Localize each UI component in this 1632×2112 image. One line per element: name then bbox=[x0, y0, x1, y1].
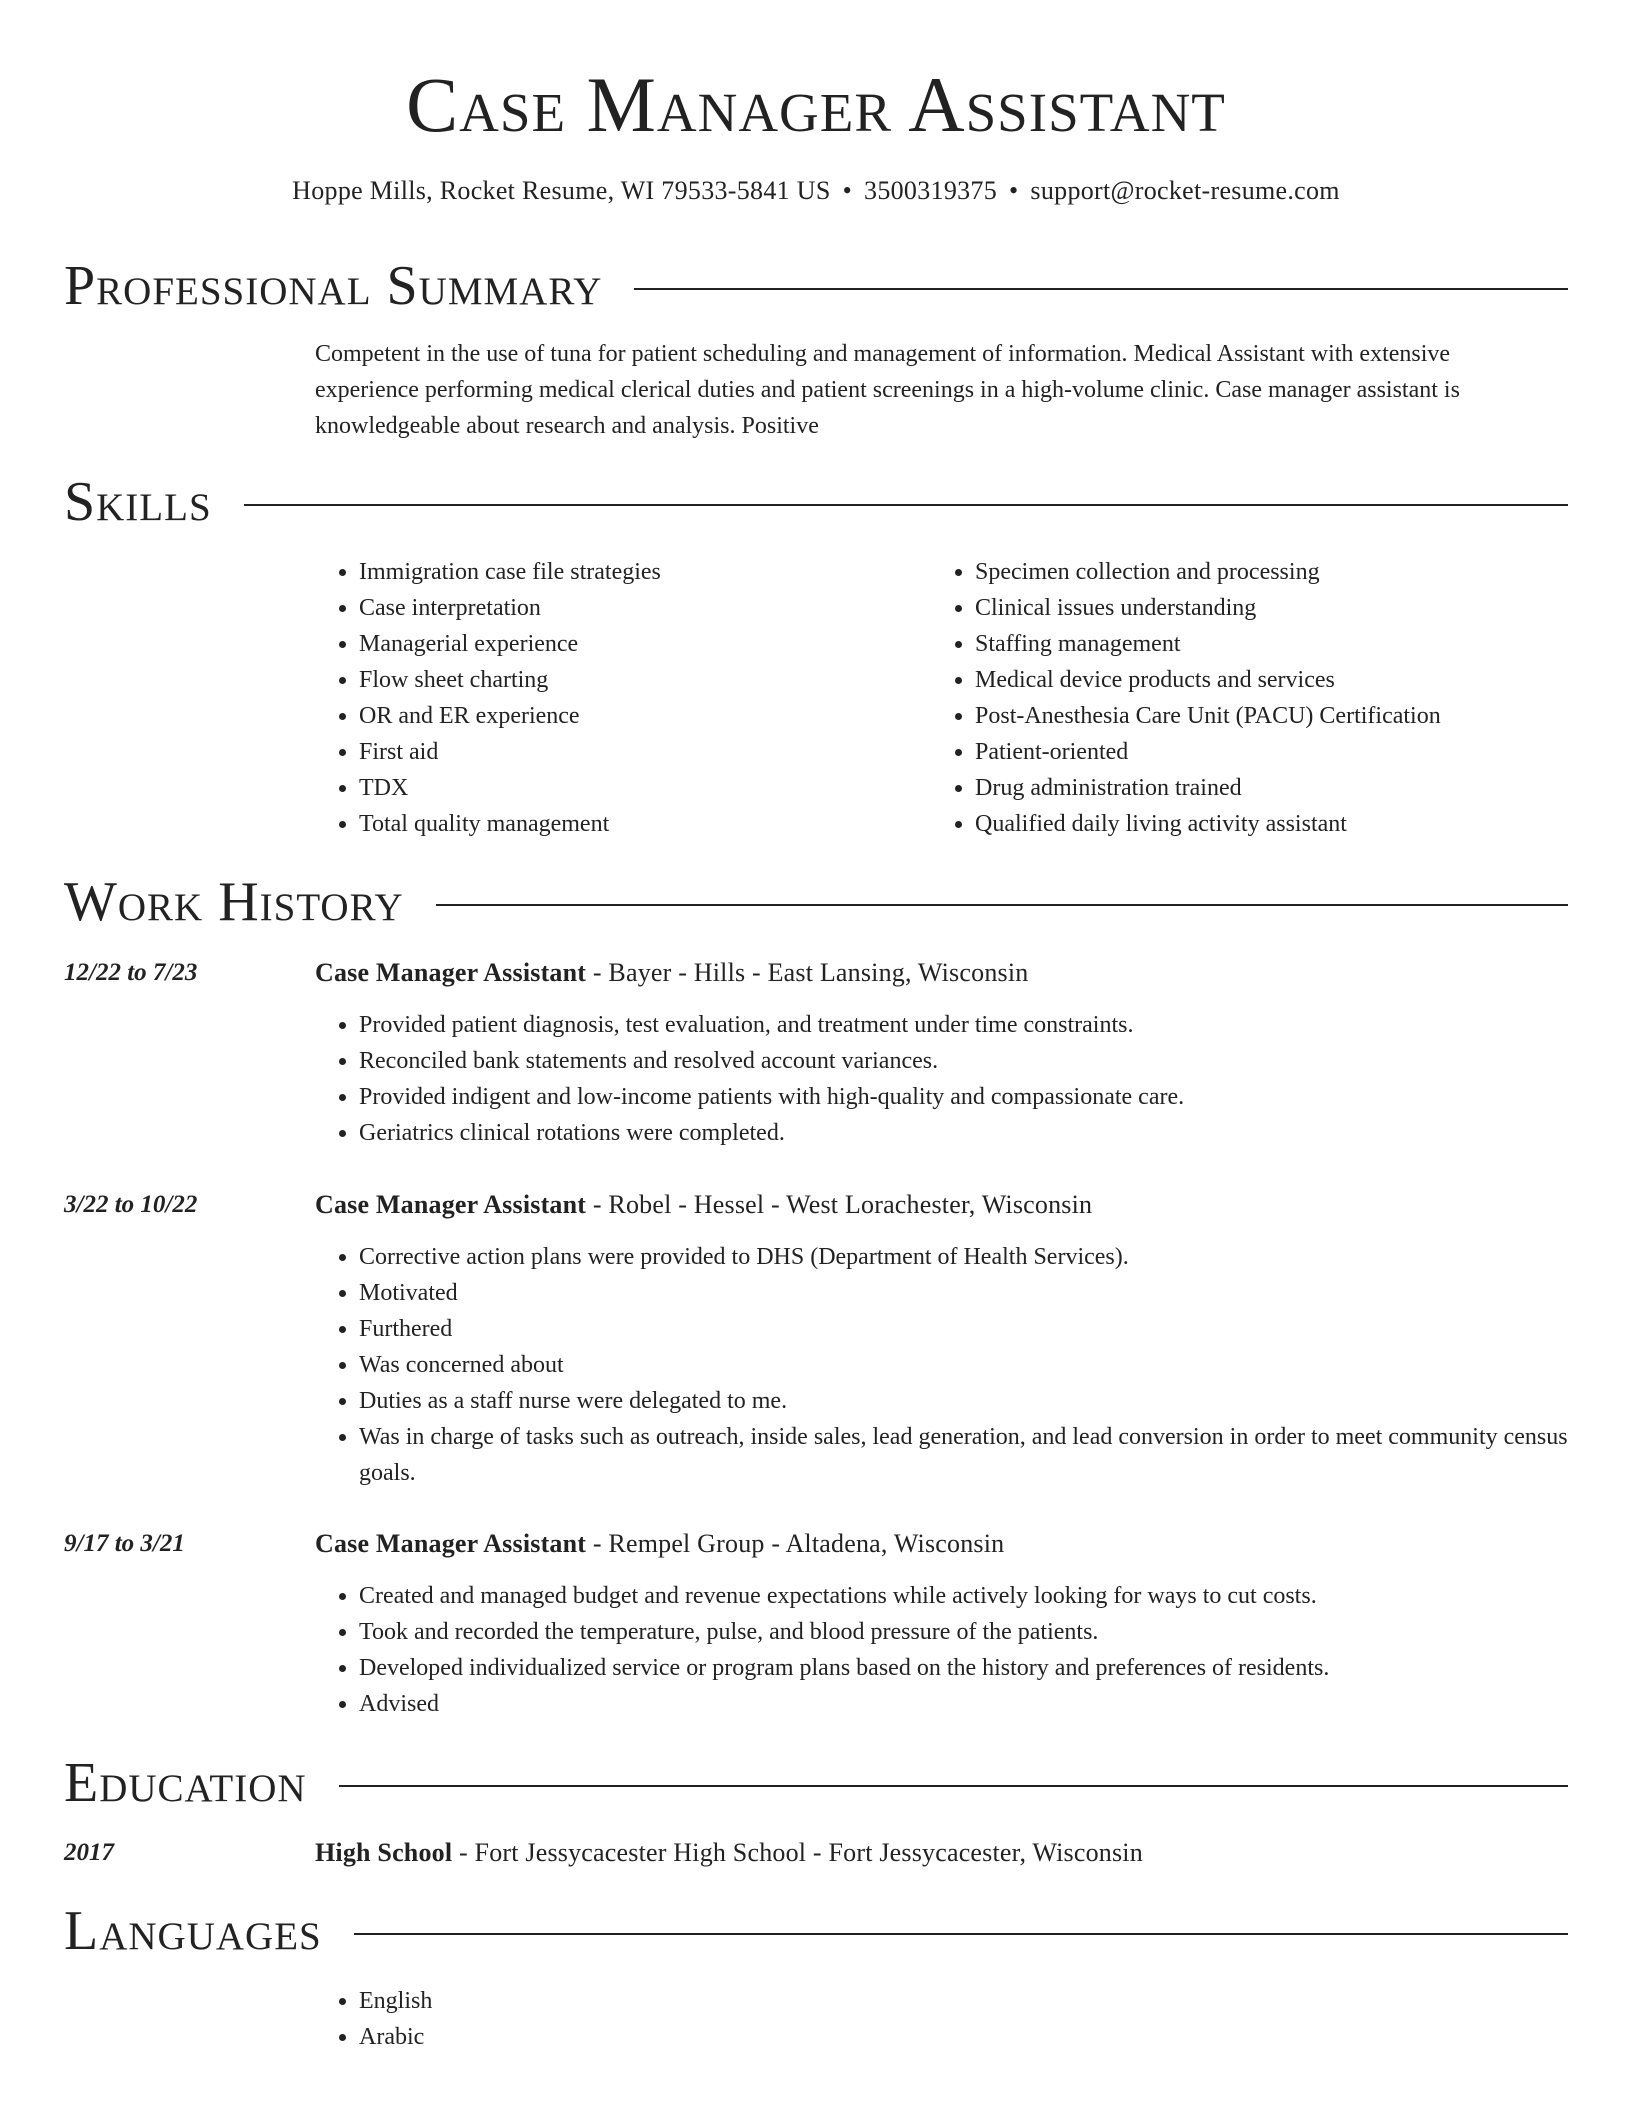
job-bullet: • Corrective action plans were provided to DHS (Department of Health Services). bbox=[359, 1239, 1612, 1275]
job-date: 12/22 to 7/23 bbox=[64, 959, 198, 986]
skills-column-left bbox=[315, 554, 915, 842]
job-bullet: • Was in charge of tasks such as outreach, inside sales, lead generation, and lead conversion in order to meet community census goals. bbox=[359, 1419, 1612, 1491]
job-bullet: • Provided patient diagnosis, test evaluation, and treatment under time constraints. bbox=[359, 1007, 1612, 1043]
job-bullet: • Reconciled bank statements and resolved account variances. bbox=[359, 1043, 1612, 1079]
education-heading: Education bbox=[64, 1752, 307, 1814]
section-divider bbox=[436, 904, 1568, 906]
education-line bbox=[315, 1835, 1143, 1871]
languages-section-header bbox=[64, 1896, 1568, 1966]
job-title-line bbox=[315, 955, 1028, 991]
job-bullet: • Created and managed budget and revenue expectations while actively looking for ways to cut costs. bbox=[359, 1578, 1612, 1614]
summary-text: Competent in the use of tuna for patient scheduling and management of information. Medical Assistant with extensive experience performing medical clerical duties and patient screenings in a high-volume clinic. Case manager assistant is knowledgeable about research and analysis. Positive bbox=[315, 341, 1460, 439]
job-bullet: • Developed individualized service or program plans based on the history and preferences of residents. bbox=[359, 1650, 1612, 1686]
contact-separator: • bbox=[842, 176, 853, 205]
education-details: - Fort Jessycacester High School - Fort Jessycacester, Wisconsin bbox=[452, 1838, 1143, 1867]
job-bullet: • Motivated bbox=[359, 1275, 1612, 1311]
job-bullets bbox=[315, 1007, 1612, 1151]
section-divider bbox=[634, 288, 1568, 290]
resume-name: Case Manager Assistant bbox=[406, 61, 1226, 148]
contact-phone: 3500319375 bbox=[864, 176, 998, 205]
job-bullet: • Was concerned about bbox=[359, 1347, 1612, 1383]
education-section-header bbox=[64, 1748, 1568, 1818]
job-title-line bbox=[315, 1187, 1092, 1223]
section-divider bbox=[244, 504, 1568, 506]
job-bullet: • Advised bbox=[359, 1686, 1612, 1722]
summary-heading: Professional Summary bbox=[64, 255, 603, 317]
education-degree: High School bbox=[315, 1838, 453, 1867]
skill-item: • Staffing management bbox=[975, 626, 1571, 662]
skill-item: • Specimen collection and processing bbox=[975, 554, 1571, 590]
job-date: 9/17 to 3/21 bbox=[64, 1530, 185, 1557]
job-title: Case Manager Assistant bbox=[315, 958, 587, 987]
work-heading: Work History bbox=[64, 871, 404, 933]
skill-item: • Total quality management bbox=[359, 806, 915, 842]
job-bullet: • Duties as a staff nurse were delegated to me. bbox=[359, 1383, 1612, 1419]
languages-list bbox=[315, 1983, 915, 2055]
skill-item: • TDX bbox=[359, 770, 915, 806]
job-title: Case Manager Assistant bbox=[315, 1190, 587, 1219]
section-divider bbox=[354, 1933, 1568, 1935]
work-section-header bbox=[64, 867, 1568, 937]
job-title: Case Manager Assistant bbox=[315, 1529, 587, 1558]
summary-section-header bbox=[64, 251, 1568, 321]
skills-section-header bbox=[64, 467, 1568, 537]
job-title-line bbox=[315, 1526, 1004, 1562]
job-bullet: • Provided indigent and low-income patients with high-quality and compassionate care. bbox=[359, 1079, 1612, 1115]
contact-email: support@rocket-resume.com bbox=[1030, 176, 1340, 205]
skill-item: • Qualified daily living activity assistant bbox=[975, 806, 1571, 842]
language-item: • Arabic bbox=[359, 2019, 915, 2055]
job-bullet: • Geriatrics clinical rotations were completed. bbox=[359, 1115, 1612, 1151]
contact-address: Hoppe Mills, Rocket Resume, WI 79533-5841 US bbox=[292, 176, 831, 205]
job-bullet: • Furthered bbox=[359, 1311, 1612, 1347]
job-details: - Rempel Group - Altadena, Wisconsin bbox=[586, 1529, 1005, 1558]
language-item: • English bbox=[359, 1983, 915, 2019]
skill-item: • Case interpretation bbox=[359, 590, 915, 626]
section-divider bbox=[339, 1785, 1568, 1787]
skill-item: • Drug administration trained bbox=[975, 770, 1571, 806]
job-details: - Bayer - Hills - East Lansing, Wisconsin bbox=[586, 958, 1029, 987]
skills-column-right bbox=[931, 554, 1571, 842]
languages-heading: Languages bbox=[64, 1900, 322, 1962]
job-details: - Robel - Hessel - West Lorachester, Wisconsin bbox=[586, 1190, 1093, 1219]
skill-item: • Immigration case file strategies bbox=[359, 554, 915, 590]
contact-separator: • bbox=[1009, 176, 1019, 205]
job-bullet: • Took and recorded the temperature, pulse, and blood pressure of the patients. bbox=[359, 1614, 1612, 1650]
job-bullets bbox=[315, 1239, 1612, 1491]
skill-item: • Clinical issues understanding bbox=[975, 590, 1571, 626]
skill-item: • First aid bbox=[359, 734, 915, 770]
skills-heading: Skills bbox=[64, 471, 212, 533]
skill-item: • Managerial experience bbox=[359, 626, 915, 662]
job-bullets bbox=[315, 1578, 1612, 1722]
skill-item: • Post-Anesthesia Care Unit (PACU) Certification bbox=[975, 698, 1571, 734]
skill-item: • OR and ER experience bbox=[359, 698, 915, 734]
skill-item: • Medical device products and services bbox=[975, 662, 1571, 698]
contact-line bbox=[0, 174, 1632, 208]
education-date: 2017 bbox=[64, 1839, 114, 1866]
skill-item: • Patient-oriented bbox=[975, 734, 1571, 770]
job-date: 3/22 to 10/22 bbox=[64, 1191, 198, 1218]
skill-item: • Flow sheet charting bbox=[359, 662, 915, 698]
